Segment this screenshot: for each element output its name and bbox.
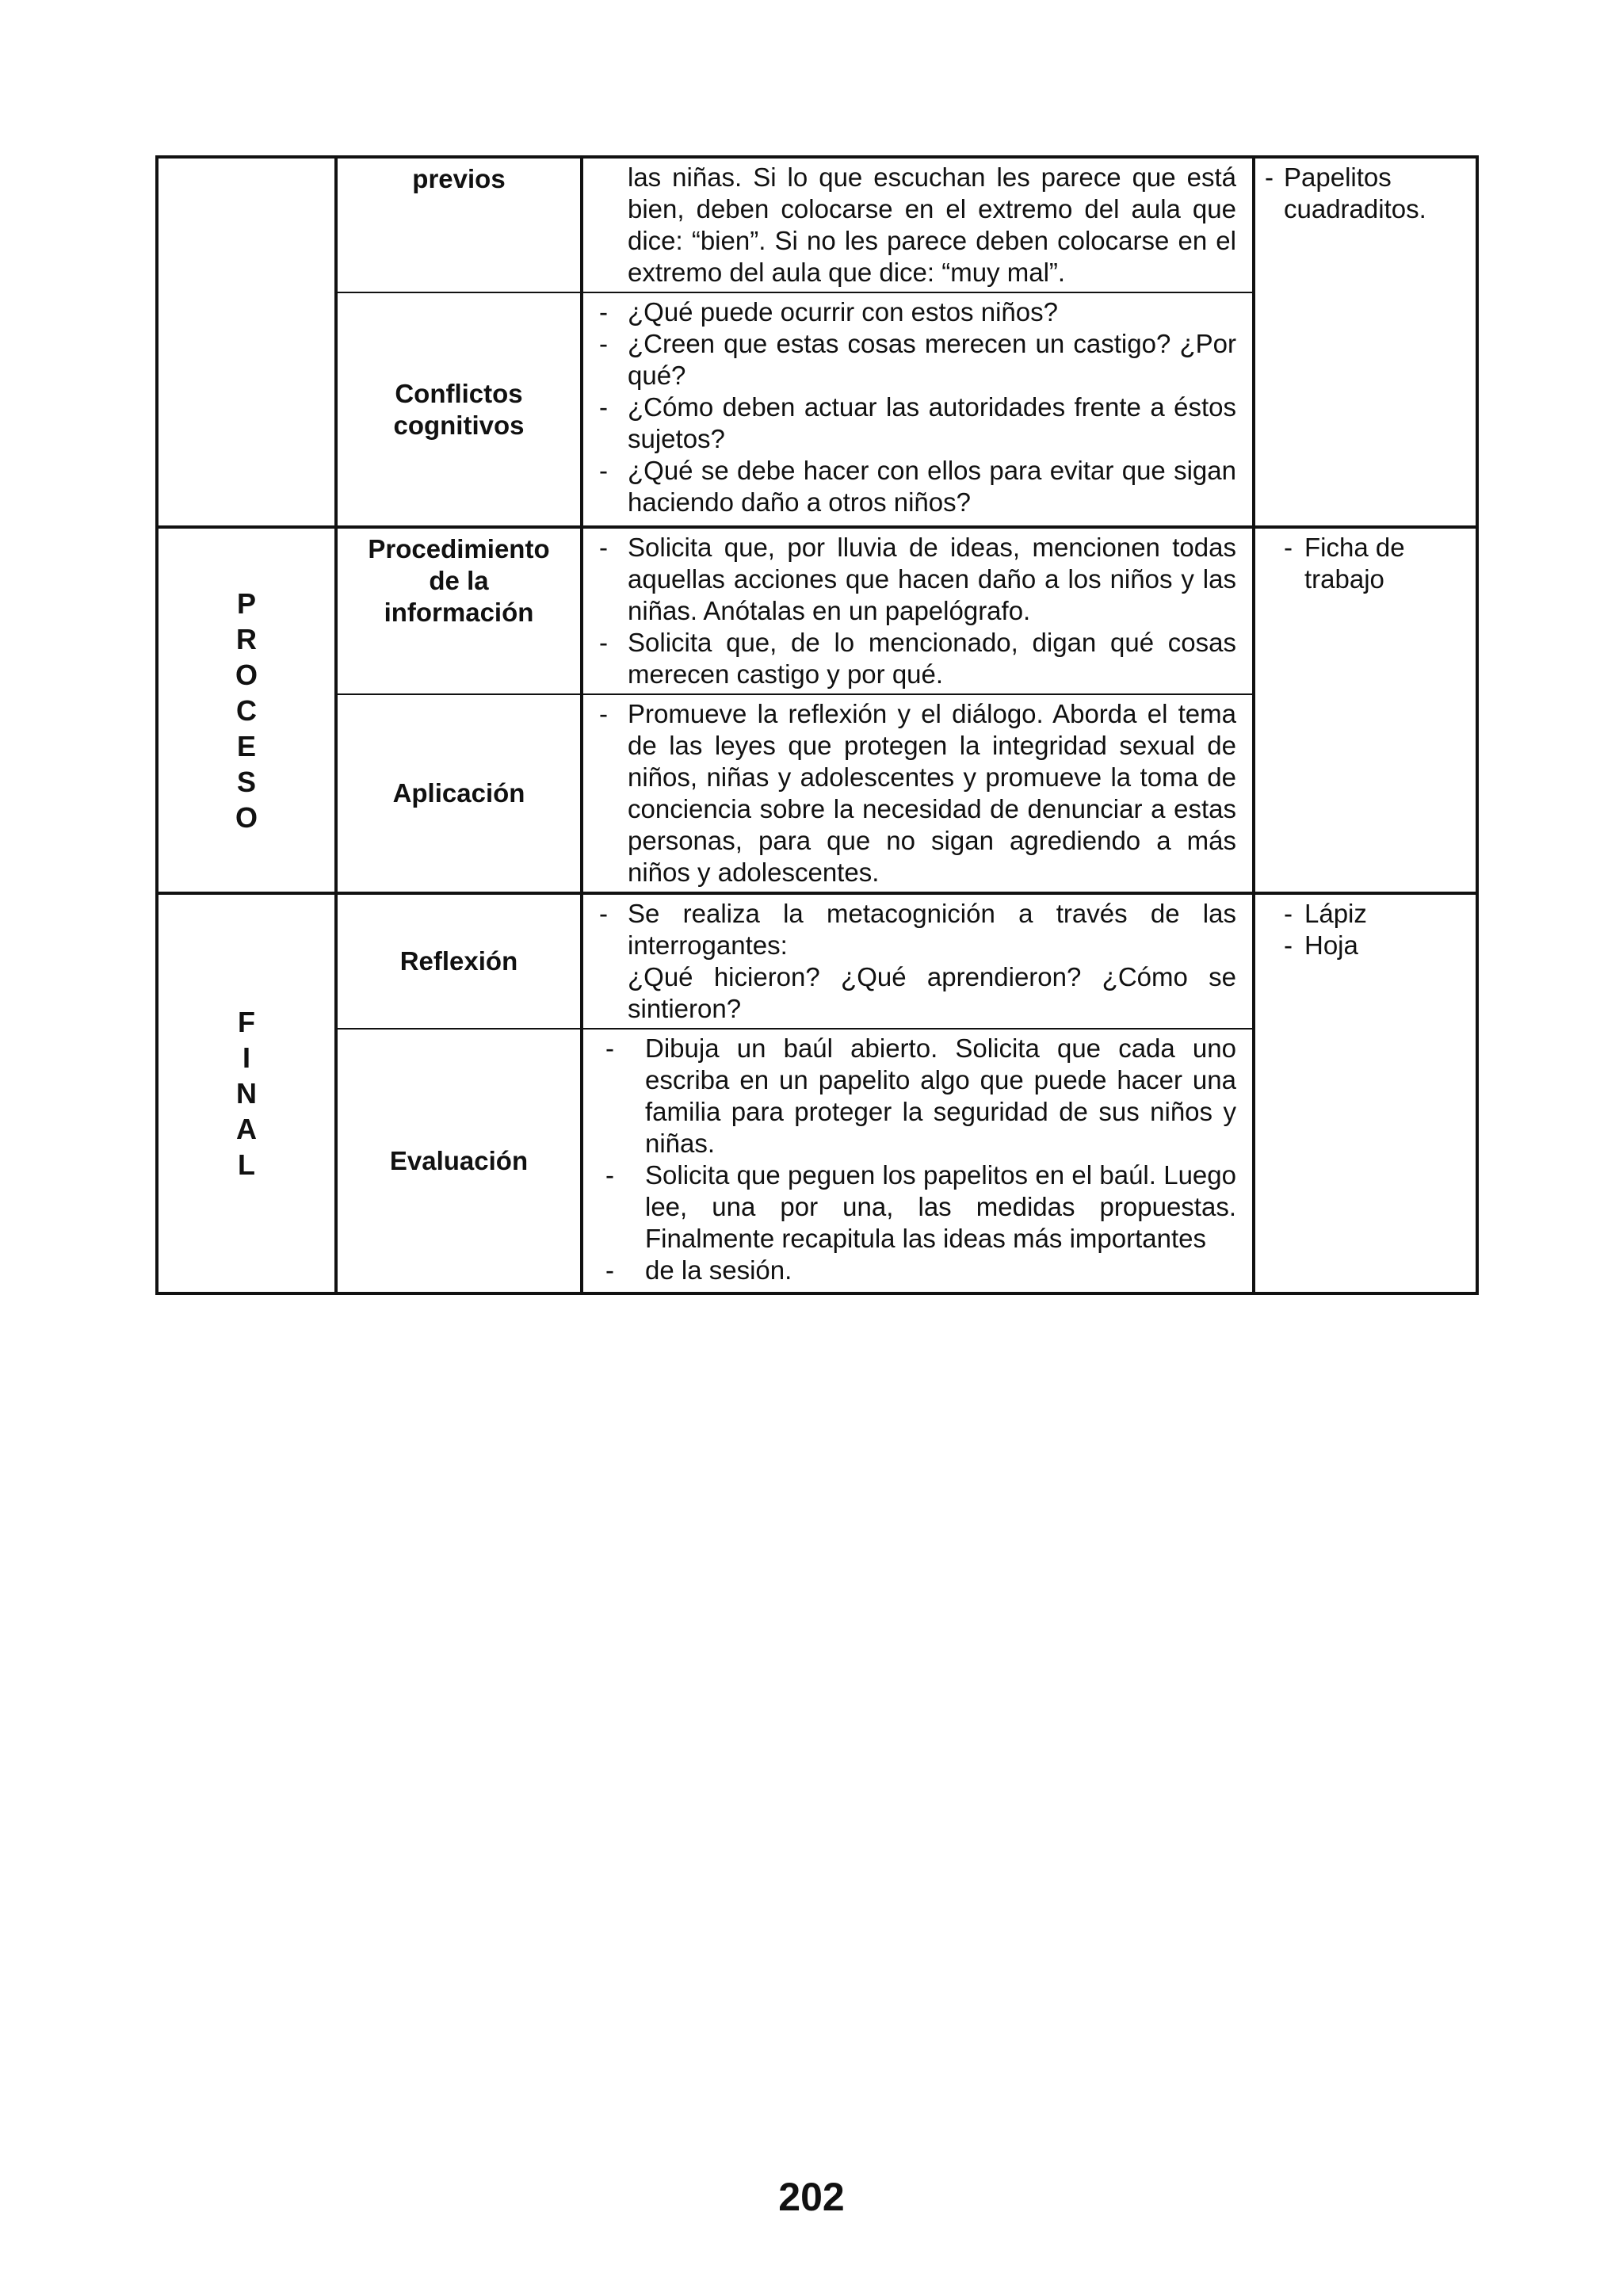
activity-list	[599, 532, 1236, 690]
dash-bullet: -	[1265, 162, 1274, 192]
moment-evaluacion	[336, 1029, 582, 1293]
list-item	[599, 898, 1236, 961]
activity-list	[599, 898, 1236, 961]
activity-evaluacion	[582, 1029, 1254, 1293]
phase-letter: P	[236, 586, 256, 620]
phase-label-proceso	[235, 586, 258, 835]
item-text: ¿Qué se debe hacer con ellos para evitar que sigan haciendo daño a otros niños?	[628, 456, 1236, 517]
phase-letter: A	[236, 1113, 257, 1145]
phase-letter: O	[235, 658, 258, 691]
list-item	[599, 1159, 1236, 1255]
phase-letter: I	[242, 1041, 250, 1074]
phase-letter: N	[236, 1077, 257, 1110]
item-text: Se realiza la metacognición a través de las interrogantes:	[628, 899, 1236, 960]
dash-bullet: -	[1284, 899, 1293, 928]
dash-bullet: -	[599, 699, 608, 728]
moment-reflexion	[336, 893, 582, 1029]
phase-letter: E	[236, 729, 256, 762]
dash-bullet: -	[605, 1160, 614, 1190]
resource-text: Papelitos cuadraditos.	[1284, 162, 1426, 223]
moment-label: Evaluación	[389, 1145, 529, 1175]
phase-letter: R	[235, 622, 257, 655]
phase-letter: C	[235, 693, 257, 727]
item-text: Solicita que, de lo mencionado, digan qué cosas merecen castigo y por qué.	[628, 628, 1236, 689]
resources-proceso	[1254, 527, 1477, 893]
dash-bullet: -	[1284, 930, 1293, 960]
session-plan-table	[155, 155, 1479, 1295]
list-item	[599, 455, 1236, 518]
activity-procedimiento	[582, 527, 1254, 694]
activity-list	[599, 296, 1236, 518]
reflection-questions: ¿Qué hicieron? ¿Qué aprendieron? ¿Cómo se sintieron?	[628, 962, 1236, 1023]
moment-conflictos	[336, 292, 582, 527]
moment-procedimiento	[336, 527, 582, 694]
activity-conflictos	[582, 292, 1254, 527]
list-item	[1265, 162, 1466, 225]
phase-letter: L	[238, 1148, 255, 1181]
phase-cell-proceso	[157, 527, 336, 893]
dash-bullet: -	[599, 533, 608, 562]
resources-final	[1254, 893, 1477, 1293]
table-row	[157, 157, 1477, 292]
dash-bullet: -	[605, 1255, 614, 1285]
table-row	[157, 527, 1477, 694]
list-item	[599, 296, 1236, 328]
resource-text: Ficha de trabajo	[1304, 533, 1405, 594]
item-text: Dibuja un baúl abierto. Solicita que cada uno escriba en un papelito algo que puede hacer una familia para proteger la seguridad de sus niños y niñas.	[645, 1033, 1236, 1158]
activity-aplicacion	[582, 694, 1254, 893]
dash-bullet: -	[599, 392, 608, 422]
list-item	[599, 532, 1236, 627]
resource-text: Lápiz	[1304, 899, 1367, 928]
list-item	[599, 698, 1236, 888]
dash-bullet: -	[599, 329, 608, 358]
resource-text: Hoja	[1304, 930, 1358, 960]
list-item	[599, 627, 1236, 690]
dash-bullet: -	[599, 297, 608, 327]
list-item	[1265, 930, 1466, 961]
moment-previos	[336, 157, 582, 292]
phase-cell-inicio	[157, 157, 336, 527]
resource-list	[1265, 532, 1466, 595]
item-text: Promueve la reflexión y el diálogo. Aborda el tema de las leyes que protegen la integridad sexual de niños, niñas y adolescentes y promueve la toma de conciencia sobre la necesidad de denunciar a estas personas, para que no sigan agrediendo a más niños y adolescentes.	[628, 699, 1236, 887]
list-item	[599, 1255, 1236, 1286]
dash-bullet: -	[599, 456, 608, 485]
item-text: Solicita que, por lluvia de ideas, mencionen todas aquellas acciones que hacen daño a los niños y las niñas. Anótalas en un papelógrafo.	[628, 533, 1236, 625]
item-text: Solicita que peguen los papelitos en el baúl. Luego lee, una por una, las medidas propuestas. Finalmente recapitula las ideas más importantes	[645, 1160, 1236, 1253]
item-text: ¿Cómo deben actuar las autoridades frente a éstos sujetos?	[628, 392, 1236, 453]
phase-letter: S	[236, 765, 256, 798]
moment-aplicacion	[336, 694, 582, 893]
activity-list	[599, 1033, 1236, 1286]
phase-letter: O	[235, 800, 258, 834]
moment-label: Aplicación	[392, 778, 525, 808]
list-item	[1265, 532, 1466, 595]
activity-list	[599, 698, 1236, 888]
resources-inicio	[1254, 157, 1477, 527]
activity-reflexion	[582, 893, 1254, 1029]
item-text: ¿Creen que estas cosas merecen un castigo? ¿Por qué?	[628, 329, 1236, 390]
phase-cell-final	[157, 893, 336, 1293]
table-row	[157, 893, 1477, 1029]
list-item	[599, 328, 1236, 392]
dash-bullet: -	[599, 628, 608, 657]
item-text: de la sesión.	[645, 1255, 792, 1285]
dash-bullet: -	[1284, 533, 1293, 562]
resource-list	[1265, 162, 1466, 225]
resource-list	[1265, 898, 1466, 961]
moment-label: previos	[412, 164, 506, 193]
activity-text: las niñas. Si lo que escuchan les parece que está bien, deben colocarse en el extremo del aula que dice: “bien”. Si no les parece deben colocarse en el extremo del aula que dice: “muy mal”.	[628, 162, 1236, 287]
dash-bullet: -	[605, 1033, 614, 1063]
item-text: ¿Qué puede ocurrir con estos niños?	[628, 297, 1058, 327]
list-item	[599, 392, 1236, 455]
moment-label: Procedimiento de la información	[368, 534, 550, 627]
list-item	[1265, 898, 1466, 930]
dash-bullet: -	[599, 899, 608, 928]
page-number: 202	[778, 2175, 845, 2219]
list-item	[599, 1033, 1236, 1159]
activity-previos	[582, 157, 1254, 292]
moment-label: Reflexión	[399, 946, 518, 976]
moment-label: Conflictos cognitivos	[393, 378, 525, 440]
phase-label-final	[236, 1004, 257, 1182]
phase-letter: F	[238, 1006, 255, 1038]
